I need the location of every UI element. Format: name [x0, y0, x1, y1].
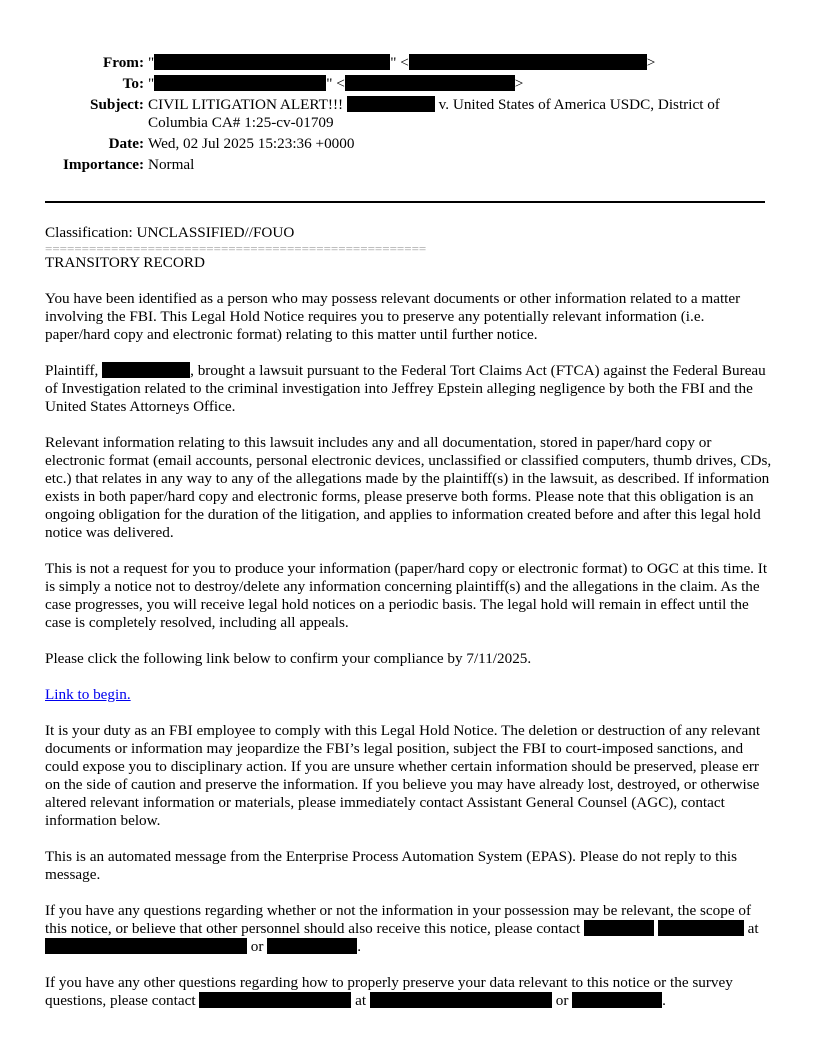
paragraph-relevant-info: Relevant information relating to this lawsuit includes any and all documentation, stored in paper/hard copy or electronic format (email accounts, personal electronic devices, unclassified or classified computers, thumb drives, CDs, etc.) that relates in any way to any of the allegations made by the plaintiff(s) in the lawsuit, as described. If information exists in both paper/hard copy and electronic forms, please preserve both forms. Please note that this obligation is an ongoing obligation for the duration of the litigation, and applies to information created before and after this legal hold notice was delivered. [45, 434, 772, 541]
paragraph-intro: You have been identified as a person who may possess relevant documents or other information related to a matter involving the FBI. This Legal Hold Notice requires you to preserve any potentially relevant information (i.e. paper/hard copy and electronic format) relating to this matter until further notice. [45, 290, 741, 343]
quote: " [148, 54, 155, 71]
paragraph-contact-relevance [45, 902, 773, 956]
redaction [154, 75, 326, 91]
redaction [584, 920, 654, 936]
quote-bracket: " < [390, 54, 409, 71]
from-value [148, 54, 770, 72]
importance-value: Normal [148, 156, 195, 173]
email-header [0, 54, 770, 177]
from-row [0, 54, 770, 72]
quote: " [148, 75, 155, 92]
redaction [102, 362, 190, 378]
bracket: > [514, 75, 524, 92]
text: or [555, 992, 569, 1009]
redaction [658, 920, 744, 936]
quote-bracket: " < [326, 75, 345, 92]
begin-link[interactable]: Link to begin. [45, 686, 131, 703]
text: . [662, 992, 666, 1009]
bracket: > [646, 54, 656, 71]
text: at [747, 920, 759, 937]
redaction [345, 75, 515, 91]
redaction [370, 992, 552, 1008]
redaction [572, 992, 662, 1008]
subject-label: Subject: [90, 96, 144, 113]
text: . [357, 938, 362, 955]
redaction [409, 54, 647, 70]
importance-row [0, 156, 770, 174]
from-label: From: [102, 54, 144, 71]
redaction [199, 992, 351, 1008]
email-body [45, 224, 773, 1028]
redaction [347, 96, 435, 112]
text: at [355, 992, 367, 1009]
importance-label: Importance: [63, 156, 144, 173]
paragraph-contact-preserve [45, 974, 773, 1010]
text: Plaintiff, [45, 362, 99, 379]
paragraph-plaintiff [45, 362, 773, 416]
text: If you have any other questions regarding how to properly preserve your data relevant to this notice or the survey questions, please contact [45, 974, 733, 1009]
separator-line: ==================================================== [45, 242, 427, 254]
date-value: Wed, 02 Jul 2025 15:23:36 +0000 [148, 135, 355, 152]
redaction [45, 938, 247, 954]
paragraph-duty: It is your duty as an FBI employee to comply with this Legal Hold Notice. The deletion or destruction of any relevant documents or information may jeopardize the FBI’s legal position, subject the FBI to court-imposed sanctions, and could expose you to disciplinary action. If you are unsure whether certain information should be preserved, please err on the side of caution and preserve the information. If you believe you may have already lost, destroyed, or otherwise altered relevant information or materials, please immediately contact Assistant General Counsel (AGC), contact information below. [45, 722, 761, 829]
classification: Classification: UNCLASSIFIED//FOUO [45, 224, 295, 241]
redaction [267, 938, 357, 954]
paragraph-confirm: Please click the following link below to confirm your compliance by 7/11/2025. [45, 650, 532, 667]
subject-value [148, 96, 770, 132]
to-row [0, 75, 770, 93]
subject-row [0, 96, 770, 132]
subject-prefix: CIVIL LITIGATION ALERT!!! [148, 96, 344, 113]
paragraph-not-request: This is not a request for you to produce your information (paper/hard copy or electronic format) to OGC at this time. It is simply a notice not to destroy/delete any information concerning plaintiff(s) and the allegations in the claim. As the case progresses, you will receive legal hold notices on a periodic basis. The legal hold will remain in effect until the case is completely resolved, including all appeals. [45, 560, 768, 631]
redaction [154, 54, 390, 70]
to-value [148, 75, 770, 93]
paragraph-automated: This is an automated message from the Enterprise Process Automation System (EPAS). Please do not reply to this message. [45, 848, 738, 883]
record-type: TRANSITORY RECORD [45, 254, 205, 271]
date-label: Date: [108, 135, 144, 152]
to-label: To: [122, 75, 144, 92]
text: If you have any questions regarding whether or not the information in your possession may be relevant, the scope of this notice, or believe that other personnel should also receive this notice, please contact [45, 902, 752, 937]
date-row [0, 135, 770, 153]
text: or [250, 938, 264, 955]
header-divider [45, 201, 765, 203]
link-paragraph [45, 686, 773, 704]
text: , brought a lawsuit pursuant to the Federal Tort Claims Act (FTCA) against the Federal Bureau of Investigation related to the criminal investigation into Jeffrey Epstein alleging negligence by both the FBI and the United States Attorneys Office. [45, 362, 766, 415]
subject-suffix: v. United States of America USDC, District of Columbia CA# 1:25-cv-01709 [148, 96, 720, 131]
